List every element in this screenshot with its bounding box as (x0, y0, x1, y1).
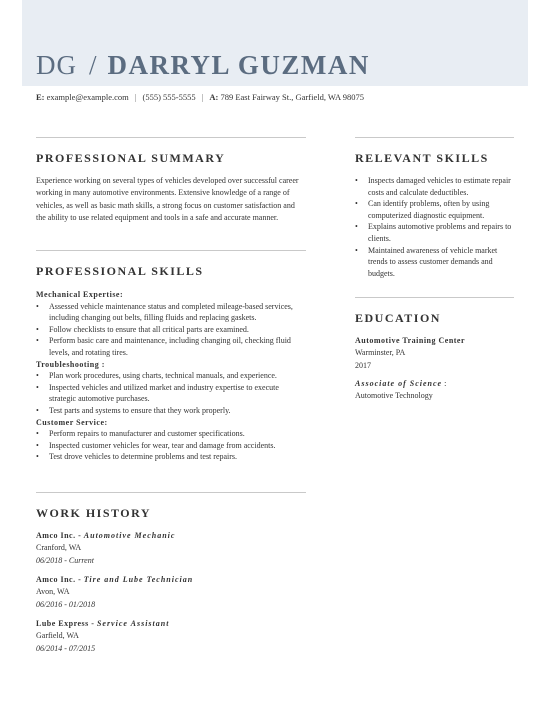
email-label: E: (36, 92, 45, 102)
job-entry (36, 574, 306, 611)
phone: (555) 555-5555 (142, 92, 196, 102)
list-item: • Inspected customer vehicles for wear, tear and damage from accidents. (36, 440, 306, 452)
job-company: Lube Express (36, 619, 89, 628)
skill-group-heading: Troubleshooting : (36, 359, 105, 369)
list-item: • Follow checklists to ensure that all critical parts are examined. (36, 324, 306, 336)
education-degree-line (355, 378, 514, 390)
candidate-name (36, 50, 370, 81)
list-item: • Test drove vehicles to determine problems and test repairs. (36, 451, 306, 463)
job-dash: - (88, 619, 97, 628)
section-divider (355, 137, 514, 138)
job-dates: 06/2014 - 07/2015 (36, 643, 96, 653)
job-location: Garfield, WA (36, 631, 79, 641)
section-divider (355, 297, 514, 298)
professional-skills-title: PROFESSIONAL SKILLS (36, 264, 204, 278)
list-item: • Explains automotive problems and repairs to clients. (355, 221, 514, 244)
education-degree-sep: : (442, 378, 447, 388)
job-role: Automotive Mechanic (83, 531, 176, 540)
relevant-skills-title: RELEVANT SKILLS (355, 151, 489, 165)
job-entry (36, 618, 306, 655)
job-company: Amco Inc. (36, 531, 76, 540)
job-dash: - (75, 531, 84, 540)
list-item: • Plan work procedures, using charts, technical manuals, and experience. (36, 370, 306, 382)
list-item: • Inspected vehicles and utilized market and industry expertise to execute strategic automotive purchases. (36, 382, 306, 405)
list-item: • Perform basic care and maintenance, including changing oil, checking fluid levels, and rotating tires. (36, 335, 306, 358)
relevant-skills-bullets (355, 175, 514, 279)
job-title-line (36, 618, 306, 630)
skill-group-heading: Customer Service: (36, 417, 108, 427)
job-entry (36, 530, 306, 567)
education-title: EDUCATION (355, 311, 441, 325)
skill-group-heading: Mechanical Expertise: (36, 290, 124, 299)
education-field: Automotive Technology (355, 391, 433, 401)
education-degree: Associate of Science (355, 378, 443, 388)
list-item: • Inspects damaged vehicles to estimate repair costs and calculate deductibles. (355, 175, 514, 198)
job-title-line (36, 530, 306, 542)
name-initials: DG (36, 50, 77, 80)
summary-text: Experience working on several types of vehicles developed over successful career working in many automotive environments. Extensive knowledge of a range of vehicles, as well as basic math skills, a strong focus on customer satisfaction and the ability to use related equipment and tools in a safe and accurate manner. (36, 176, 299, 222)
job-dash: - (75, 575, 84, 584)
job-location: Cranford, WA (36, 543, 82, 553)
education-location: Warminster, PA (355, 348, 406, 358)
job-title-line (36, 574, 306, 586)
section-divider (36, 137, 306, 138)
contact-separator: | (201, 92, 204, 102)
job-company: Amco Inc. (36, 575, 76, 584)
list-item: • Maintained awareness of vehicle market trends to assess customer demands and budgets. (355, 245, 514, 280)
education-entry (355, 335, 514, 402)
professional-skills-list (36, 289, 306, 463)
address: 789 East Fairway St., Garfield, WA 98075 (220, 92, 365, 102)
email: example@example.com (46, 92, 129, 102)
job-dates: 06/2018 - Current (36, 555, 94, 565)
job-dates: 06/2016 - 01/2018 (36, 599, 96, 609)
summary-title: PROFESSIONAL SUMMARY (36, 151, 226, 165)
section-divider (36, 250, 306, 251)
list-item: • Can identify problems, often by using computerized diagnostic equipment. (355, 198, 514, 221)
full-name: DARRYL GUZMAN (107, 50, 370, 80)
skill-group-list (36, 370, 306, 416)
contact-separator: | (134, 92, 137, 102)
address-label: A: (209, 92, 219, 102)
list-item: • Test parts and systems to ensure that they work properly. (36, 405, 306, 417)
skill-group-list (36, 301, 306, 359)
list-item: • Assessed vehicle maintenance status and completed mileage-based services, including changing out belts, filling fluids and replacing gaskets. (36, 301, 306, 324)
skill-group-list (36, 428, 306, 463)
job-location: Avon, WA (36, 587, 70, 597)
education-school: Automotive Training Center (355, 336, 466, 345)
job-role: Tire and Lube Technician (83, 575, 194, 584)
job-role: Service Assistant (96, 619, 170, 628)
section-divider (36, 492, 306, 493)
list-item: • Perform repairs to manufacturer and customer specifications. (36, 428, 306, 440)
relevant-skills-list (355, 175, 514, 279)
education-year: 2017 (355, 360, 371, 370)
name-slash: / (89, 50, 98, 80)
contact-line (36, 92, 364, 102)
work-history-title: WORK HISTORY (36, 506, 152, 520)
